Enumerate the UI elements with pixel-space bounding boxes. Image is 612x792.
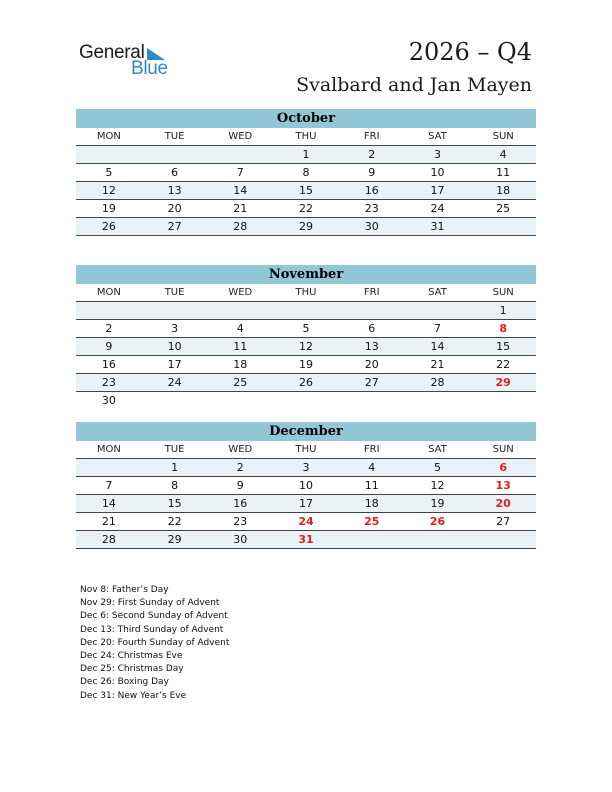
day-cell: 25 [364, 515, 380, 528]
day-cell: 2 [105, 322, 113, 335]
day-cell [405, 531, 471, 548]
day-cell: 30 [233, 533, 248, 546]
day-cell: 29 [167, 533, 182, 546]
day-cell: 24 [167, 376, 182, 389]
week-row [76, 495, 536, 513]
weekday-label: MON [96, 444, 121, 455]
weekday-label: TUE [164, 131, 185, 142]
day-cell: 20 [364, 358, 379, 371]
weekday-label: SAT [428, 444, 447, 455]
day-cell [339, 302, 405, 319]
day-cell: 24 [430, 202, 445, 215]
weekday-label: MON [96, 131, 121, 142]
weekday-label: SUN [492, 444, 514, 455]
day-cell: 19 [430, 497, 445, 510]
day-cell: 1 [171, 461, 179, 474]
weekday-label: THU [295, 287, 317, 298]
day-cell: 17 [430, 184, 445, 197]
holiday-note: Dec 26: Boxing Day [80, 677, 169, 688]
weekday-label: SAT [428, 287, 447, 298]
day-cell: 5 [433, 461, 441, 474]
day-cell: 29 [299, 220, 314, 233]
day-cell [339, 531, 405, 548]
day-cell: 23 [101, 376, 116, 389]
week-row [76, 218, 536, 236]
day-cell: 12 [299, 340, 314, 353]
weekday-label: WED [228, 131, 253, 142]
month-november [76, 265, 536, 409]
day-cell: 2 [368, 148, 376, 161]
week-row [76, 477, 536, 495]
day-cell: 13 [495, 479, 511, 492]
day-cell: 29 [495, 376, 511, 389]
day-cell: 22 [167, 515, 182, 528]
day-cell: 26 [101, 220, 116, 233]
month-title: October [76, 109, 536, 128]
day-cell: 16 [364, 184, 379, 197]
day-cell [76, 302, 142, 319]
day-cell: 5 [302, 322, 310, 335]
day-cell: 7 [105, 479, 113, 492]
weekday-label: FRI [363, 287, 380, 298]
weekday-label: WED [228, 287, 253, 298]
page-subtitle: Svalbard and Jan Mayen [296, 74, 532, 96]
day-cell: 31 [298, 533, 314, 546]
week-row [76, 356, 536, 374]
day-cell: 27 [364, 376, 379, 389]
day-cell: 30 [101, 394, 116, 407]
weekday-label: TUE [164, 444, 185, 455]
weekday-label: TUE [164, 287, 185, 298]
day-cell: 7 [236, 166, 244, 179]
day-cell [273, 302, 339, 319]
day-cell [405, 302, 471, 319]
day-cell: 10 [299, 479, 314, 492]
day-cell: 25 [496, 202, 511, 215]
weekday-label: SUN [492, 287, 514, 298]
holiday-note: Nov 29: First Sunday of Advent [80, 598, 220, 609]
day-cell: 10 [167, 340, 182, 353]
day-cell: 11 [496, 166, 511, 179]
day-cell: 9 [105, 340, 113, 353]
day-cell: 10 [430, 166, 445, 179]
day-cell: 3 [302, 461, 310, 474]
day-cell: 17 [299, 497, 314, 510]
weekday-label: FRI [363, 131, 380, 142]
day-cell [207, 302, 273, 319]
day-cell [273, 392, 339, 409]
day-cell: 14 [101, 497, 116, 510]
day-cell: 11 [233, 340, 248, 353]
day-cell [339, 392, 405, 409]
day-cell: 28 [101, 533, 116, 546]
day-cell: 14 [233, 184, 248, 197]
day-cell: 23 [364, 202, 379, 215]
day-cell: 11 [364, 479, 379, 492]
day-cell [142, 302, 208, 319]
page-title: 2026 – Q4 [408, 38, 532, 66]
logo-text-general: General [79, 42, 145, 63]
day-cell: 13 [364, 340, 379, 353]
weekday-label: SAT [428, 131, 447, 142]
day-cell [207, 146, 273, 163]
day-cell: 15 [496, 340, 511, 353]
day-cell: 30 [364, 220, 379, 233]
day-cell: 28 [430, 376, 445, 389]
day-cell: 22 [496, 358, 511, 371]
day-cell: 18 [364, 497, 379, 510]
holiday-note: Dec 25: Christmas Day [80, 664, 184, 675]
day-cell: 9 [368, 166, 376, 179]
day-cell: 21 [101, 515, 116, 528]
weekday-label: THU [295, 444, 317, 455]
month-title: November [76, 265, 536, 284]
day-cell: 20 [167, 202, 182, 215]
day-cell: 8 [499, 322, 507, 335]
week-row [76, 459, 536, 477]
day-cell: 1 [499, 304, 507, 317]
day-cell [405, 392, 471, 409]
month-october [76, 109, 536, 236]
day-cell: 6 [499, 461, 507, 474]
month-title: December [76, 422, 536, 441]
day-cell: 4 [368, 461, 376, 474]
day-cell [207, 392, 273, 409]
day-cell: 8 [302, 166, 310, 179]
holiday-note: Dec 6: Second Sunday of Advent [80, 611, 228, 622]
day-cell: 17 [167, 358, 182, 371]
day-cell: 25 [233, 376, 248, 389]
holiday-note: Dec 13: Third Sunday of Advent [80, 624, 224, 635]
week-row [76, 338, 536, 356]
day-cell: 4 [236, 322, 244, 335]
weekday-label: SUN [492, 131, 514, 142]
day-cell: 4 [499, 148, 507, 161]
weekday-header-row [76, 128, 536, 146]
logo [79, 42, 179, 80]
week-row [76, 182, 536, 200]
week-row [76, 302, 536, 320]
weekday-header-row [76, 284, 536, 302]
day-cell [142, 146, 208, 163]
day-cell: 7 [433, 322, 441, 335]
day-cell: 1 [302, 148, 310, 161]
day-cell: 2 [236, 461, 244, 474]
day-cell: 23 [233, 515, 248, 528]
day-cell: 26 [429, 515, 446, 528]
day-cell: 19 [101, 202, 116, 215]
day-cell [470, 531, 536, 548]
week-row [76, 392, 536, 409]
day-cell: 13 [167, 184, 182, 197]
day-cell: 15 [299, 184, 314, 197]
holiday-note: Dec 20: Fourth Sunday of Advent [80, 637, 230, 648]
holiday-notes [80, 584, 229, 703]
holiday-note: Dec 24: Christmas Eve [80, 651, 183, 662]
weekday-label: THU [295, 131, 317, 142]
day-cell: 18 [233, 358, 248, 371]
week-row [76, 513, 536, 531]
day-cell: 9 [236, 479, 244, 492]
day-cell: 12 [430, 479, 445, 492]
day-cell: 27 [167, 220, 182, 233]
day-cell: 28 [233, 220, 248, 233]
weekday-header-row [76, 441, 536, 459]
week-row [76, 200, 536, 218]
day-cell: 19 [299, 358, 314, 371]
week-row [76, 320, 536, 338]
weekday-label: MON [96, 287, 121, 298]
day-cell: 24 [298, 515, 314, 528]
week-row [76, 531, 536, 549]
day-cell: 14 [430, 340, 445, 353]
day-cell: 26 [299, 376, 314, 389]
week-row [76, 164, 536, 182]
day-cell: 20 [495, 497, 511, 510]
day-cell: 12 [101, 184, 116, 197]
day-cell: 3 [171, 322, 179, 335]
weekday-label: FRI [363, 444, 380, 455]
day-cell: 5 [105, 166, 113, 179]
day-cell [142, 392, 208, 409]
day-cell: 18 [496, 184, 511, 197]
day-cell: 22 [299, 202, 314, 215]
day-cell [470, 218, 536, 235]
day-cell: 31 [430, 220, 445, 233]
day-cell: 27 [496, 515, 511, 528]
week-row [76, 146, 536, 164]
holiday-note: Nov 8: Father’s Day [80, 585, 169, 595]
day-cell: 21 [233, 202, 248, 215]
week-row [76, 374, 536, 392]
day-cell: 16 [233, 497, 248, 510]
day-cell [470, 392, 536, 409]
day-cell [76, 459, 142, 476]
day-cell: 6 [171, 166, 179, 179]
day-cell: 8 [171, 479, 179, 492]
day-cell [76, 146, 142, 163]
day-cell: 15 [167, 497, 182, 510]
day-cell: 3 [433, 148, 441, 161]
weekday-label: WED [228, 444, 253, 455]
logo-text-blue: Blue [131, 58, 168, 79]
day-cell: 16 [101, 358, 116, 371]
month-december [76, 422, 536, 549]
day-cell: 21 [430, 358, 445, 371]
holiday-note: Dec 31: New Year’s Eve [80, 690, 187, 701]
day-cell: 6 [368, 322, 376, 335]
